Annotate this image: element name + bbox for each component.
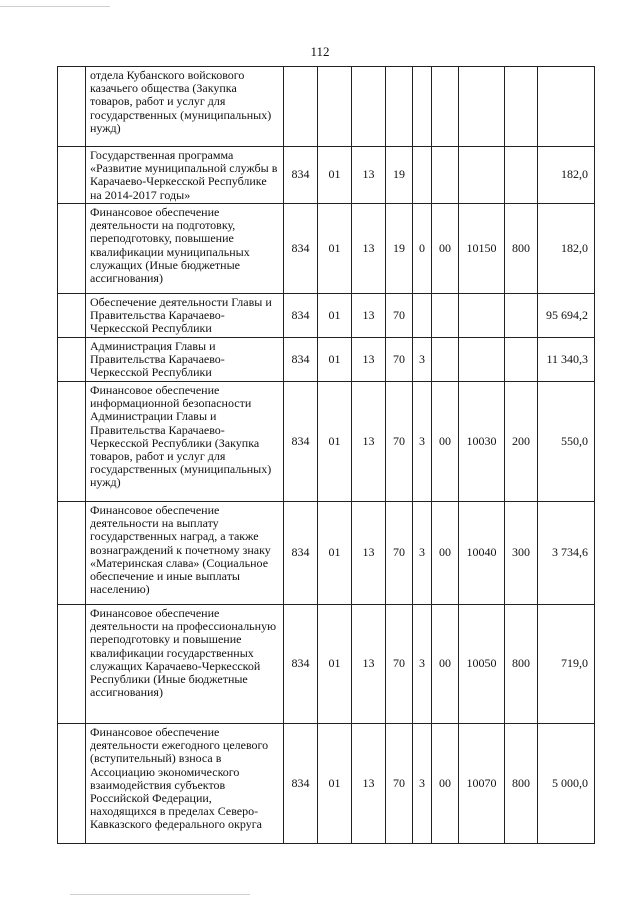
table-row [58, 724, 595, 844]
code-cell-c7: 10050 [459, 605, 505, 724]
amount-cell: 95 694,2 [538, 294, 595, 338]
item-name-cell: Финансовое обеспечение деятельности на выплату государственных наград, а также вознаграждений к почетному знаку «Материнская слава» (Социальное обеспечение и иные выплаты населению) [86, 502, 284, 605]
code-cell-c3: 13 [352, 338, 386, 382]
code-cell-c6: 00 [432, 382, 459, 502]
code-cell-c8 [505, 147, 538, 204]
code-cell-c6: 00 [432, 502, 459, 605]
table-row [58, 147, 595, 204]
code-cell-c2: 01 [318, 382, 352, 502]
code-cell-c5: 3 [413, 724, 432, 844]
row-gutter-cell [58, 67, 86, 147]
code-cell-c1: 834 [284, 204, 318, 294]
code-cell-c5: 3 [413, 382, 432, 502]
code-cell-c6 [432, 147, 459, 204]
amount-cell: 182,0 [538, 147, 595, 204]
code-cell-c6: 00 [432, 204, 459, 294]
item-name-cell: Администрация Главы и Правительства Карачаево-Черкесской Республики [86, 338, 284, 382]
code-cell-c4: 70 [386, 605, 413, 724]
code-cell-c3: 13 [352, 502, 386, 605]
code-cell-c2: 01 [318, 204, 352, 294]
code-cell-c7 [459, 147, 505, 204]
code-cell-c4: 70 [386, 294, 413, 338]
code-cell-c4: 19 [386, 147, 413, 204]
amount-cell: 182,0 [538, 204, 595, 294]
row-gutter-cell [58, 724, 86, 844]
amount-cell: 11 340,3 [538, 338, 595, 382]
table-row [58, 605, 595, 724]
table-row [58, 382, 595, 502]
scan-artifact-line [0, 6, 110, 7]
code-cell-c7: 10030 [459, 382, 505, 502]
item-name-cell: Финансовое обеспечение деятельности на профессиональную переподготовку и повышение квалификации государственных служащих Карачаево-Черкесской Республики (Иные бюджетные ассигнования) [86, 605, 284, 724]
code-cell-c4 [386, 67, 413, 147]
code-cell-c3: 13 [352, 382, 386, 502]
code-cell-c2: 01 [318, 294, 352, 338]
scan-artifact-line [70, 894, 250, 895]
code-cell-c5 [413, 294, 432, 338]
code-cell-c8: 800 [505, 204, 538, 294]
amount-cell: 3 734,6 [538, 502, 595, 605]
code-cell-c4: 70 [386, 338, 413, 382]
code-cell-c1: 834 [284, 724, 318, 844]
code-cell-c3: 13 [352, 605, 386, 724]
code-cell-c2 [318, 67, 352, 147]
code-cell-c1: 834 [284, 605, 318, 724]
code-cell-c8 [505, 294, 538, 338]
row-gutter-cell [58, 147, 86, 204]
amount-cell [538, 67, 595, 147]
code-cell-c6 [432, 294, 459, 338]
code-cell-c1: 834 [284, 502, 318, 605]
code-cell-c2: 01 [318, 502, 352, 605]
table-row [58, 502, 595, 605]
code-cell-c4: 19 [386, 204, 413, 294]
code-cell-c3: 13 [352, 724, 386, 844]
row-gutter-cell [58, 338, 86, 382]
table-row [58, 294, 595, 338]
code-cell-c7: 10070 [459, 724, 505, 844]
code-cell-c1: 834 [284, 147, 318, 204]
code-cell-c8: 200 [505, 382, 538, 502]
code-cell-c1: 834 [284, 338, 318, 382]
code-cell-c3: 13 [352, 147, 386, 204]
table-row [58, 204, 595, 294]
code-cell-c2: 01 [318, 605, 352, 724]
code-cell-c7 [459, 294, 505, 338]
budget-table [57, 66, 595, 844]
item-name-cell: отдела Кубанского войскового казачьего общества (Закупка товаров, работ и услуг для государственных (муниципальных) нужд) [86, 67, 284, 147]
code-cell-c5 [413, 147, 432, 204]
amount-cell: 550,0 [538, 382, 595, 502]
code-cell-c6: 00 [432, 724, 459, 844]
page-number: 112 [310, 44, 330, 59]
code-cell-c6 [432, 338, 459, 382]
row-gutter-cell [58, 502, 86, 605]
code-cell-c8: 300 [505, 502, 538, 605]
item-name-cell: Финансовое обеспечение деятельности на подготовку, переподготовку, повышение квалификации муниципальных служащих (Иные бюджетные ассигнования) [86, 204, 284, 294]
code-cell-c8 [505, 338, 538, 382]
code-cell-c3 [352, 67, 386, 147]
code-cell-c7 [459, 338, 505, 382]
code-cell-c2: 01 [318, 338, 352, 382]
row-gutter-cell [58, 204, 86, 294]
code-cell-c1 [284, 67, 318, 147]
code-cell-c8 [505, 67, 538, 147]
code-cell-c4: 70 [386, 382, 413, 502]
row-gutter-cell [58, 294, 86, 338]
item-name-cell: Финансовое обеспечение информационной безопасности Администрации Главы и Правительства Карачаево-Черкесской Республики (Закупка товаров, работ и услуг для государственных (муниципальных) нужд) [86, 382, 284, 502]
code-cell-c5: 3 [413, 605, 432, 724]
amount-cell: 719,0 [538, 605, 595, 724]
item-name-cell: Обеспечение деятельности Главы и Правительства Карачаево-Черкесской Республики [86, 294, 284, 338]
code-cell-c7: 10150 [459, 204, 505, 294]
code-cell-c7 [459, 67, 505, 147]
table-row [58, 67, 595, 147]
item-name-cell: Государственная программа «Развитие муниципальной службы в Карачаево-Черкесской Республике на 2014-2017 годы» [86, 147, 284, 204]
code-cell-c3: 13 [352, 294, 386, 338]
row-gutter-cell [58, 382, 86, 502]
code-cell-c1: 834 [284, 382, 318, 502]
row-gutter-cell [58, 605, 86, 724]
code-cell-c2: 01 [318, 147, 352, 204]
table-row [58, 338, 595, 382]
code-cell-c7: 10040 [459, 502, 505, 605]
amount-cell: 5 000,0 [538, 724, 595, 844]
code-cell-c5: 3 [413, 502, 432, 605]
code-cell-c2: 01 [318, 724, 352, 844]
item-name-cell: Финансовое обеспечение деятельности ежегодного целевого (вступительный) взноса в Ассоциацию экономического взаимодействия субъектов Российской Федерации, находящихся в пределах Северо-Кавказского федерального округа [86, 724, 284, 844]
code-cell-c5: 3 [413, 338, 432, 382]
code-cell-c4: 70 [386, 502, 413, 605]
code-cell-c6 [432, 67, 459, 147]
code-cell-c8: 800 [505, 605, 538, 724]
code-cell-c5: 0 [413, 204, 432, 294]
code-cell-c4: 70 [386, 724, 413, 844]
code-cell-c1: 834 [284, 294, 318, 338]
code-cell-c3: 13 [352, 204, 386, 294]
code-cell-c5 [413, 67, 432, 147]
code-cell-c6: 00 [432, 605, 459, 724]
code-cell-c8: 800 [505, 724, 538, 844]
